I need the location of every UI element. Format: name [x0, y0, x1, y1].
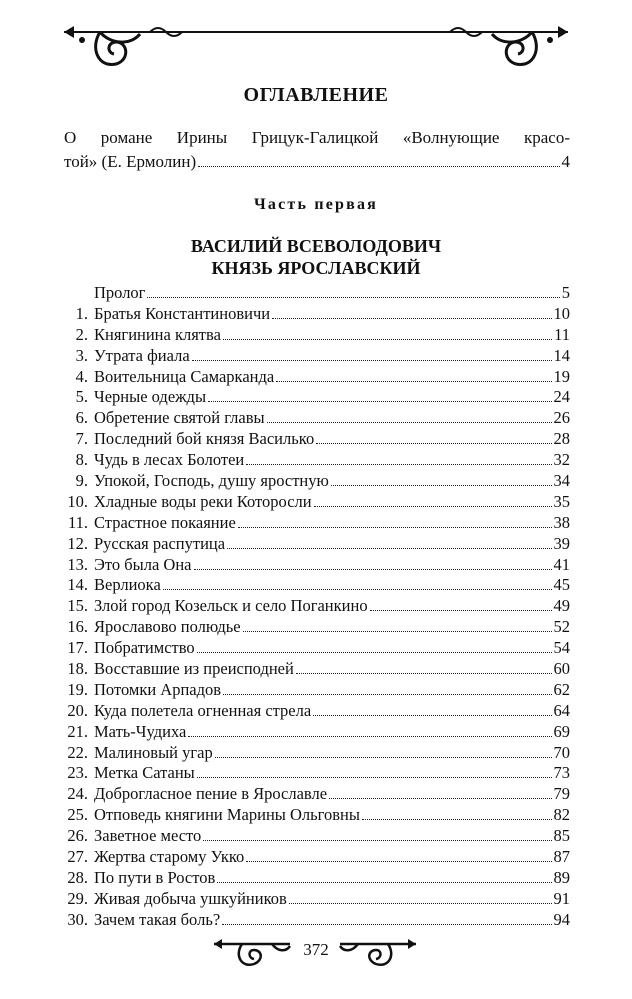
- toc-page: 28: [553, 429, 570, 449]
- toc-title: Побратимство: [94, 638, 195, 658]
- floral-scroll-ornament-icon: [212, 932, 292, 972]
- dot-leader: [246, 464, 551, 465]
- toc-number: 22.: [67, 742, 88, 762]
- toc-page: 87: [553, 847, 570, 867]
- intro-line-2: той» (Е. Ермолин): [64, 152, 197, 171]
- dot-leader: [208, 401, 551, 402]
- toc-number: 23.: [67, 763, 88, 783]
- toc-page: 5: [561, 283, 570, 302]
- dot-leader: [331, 485, 552, 486]
- toc-number: 27.: [67, 847, 88, 867]
- toc-chapter[interactable]: [64, 617, 570, 638]
- toc-chapter[interactable]: [64, 387, 570, 408]
- dot-leader: [217, 882, 551, 883]
- toc-chapter[interactable]: [64, 492, 570, 513]
- toc-title: Воительница Самарканда: [94, 366, 275, 386]
- intro-line-1: О романе Ирины Грицук-Галицкой «Волнующие красо-: [64, 128, 570, 147]
- dot-leader: [215, 757, 552, 758]
- dot-leader: [163, 589, 552, 590]
- toc-page: 49: [553, 596, 570, 616]
- toc-chapter[interactable]: [64, 304, 570, 325]
- toc-number: 13.: [67, 554, 88, 574]
- toc-number: 16.: [67, 617, 88, 637]
- toc-chapter[interactable]: [64, 784, 570, 805]
- toc-number: 6.: [75, 408, 88, 428]
- toc-chapter[interactable]: [64, 889, 570, 910]
- dot-leader: [243, 631, 552, 632]
- toc-page: 11: [554, 324, 570, 344]
- toc-chapter[interactable]: [64, 805, 570, 826]
- toc-title: Чудь в лесах Болотеи: [94, 450, 245, 470]
- toc-chapter[interactable]: [64, 743, 570, 764]
- toc-page: 54: [553, 638, 570, 658]
- toc-chapter[interactable]: [64, 596, 570, 617]
- toc-number: 18.: [67, 659, 88, 679]
- toc-page: 60: [553, 659, 570, 679]
- toc-title: Хладные воды реки Которосли: [94, 491, 312, 511]
- toc-number: 3.: [75, 345, 88, 365]
- dot-leader: [316, 443, 551, 444]
- toc-page: 39: [553, 533, 570, 553]
- page-number: 372: [303, 940, 329, 959]
- toc-chapter[interactable]: [64, 826, 570, 847]
- toc-chapter[interactable]: [64, 910, 570, 931]
- toc-chapter[interactable]: [64, 701, 570, 722]
- toc-page: 24: [553, 387, 570, 407]
- toc-page: 52: [553, 617, 570, 637]
- toc-number: 1.: [75, 303, 88, 323]
- toc-chapter[interactable]: [64, 555, 570, 576]
- toc-number: 12.: [67, 533, 88, 553]
- toc-chapter[interactable]: [64, 680, 570, 701]
- toc-chapter[interactable]: [64, 868, 570, 889]
- dot-leader: [197, 652, 552, 653]
- toc-title: Княгинина клятва: [94, 324, 221, 344]
- dot-leader: [198, 166, 559, 167]
- dot-leader: [246, 861, 551, 862]
- toc-number: 29.: [67, 888, 88, 908]
- dot-leader: [314, 506, 552, 507]
- toc-page: 41: [553, 554, 570, 574]
- toc-chapter[interactable]: [64, 450, 570, 471]
- intro-entry[interactable]: [64, 126, 570, 174]
- toc-page: 94: [553, 909, 570, 929]
- toc-page: 69: [553, 721, 570, 741]
- toc-number: 26.: [67, 826, 88, 846]
- toc-page: 91: [553, 888, 570, 908]
- toc-number: 17.: [67, 638, 88, 658]
- toc-page: 73: [553, 763, 570, 783]
- table-of-contents: [64, 283, 570, 931]
- toc-chapter[interactable]: [64, 346, 570, 367]
- page-footer: [0, 932, 632, 972]
- toc-page: 26: [553, 408, 570, 428]
- dot-leader: [223, 694, 551, 695]
- toc-chapter[interactable]: [64, 847, 570, 868]
- toc-chapter[interactable]: [64, 575, 570, 596]
- page-title: ОГЛАВЛЕНИЕ: [243, 84, 389, 106]
- dot-leader: [329, 798, 551, 799]
- toc-title: Последний бой князя Василько: [94, 429, 315, 449]
- toc-number: 11.: [67, 512, 88, 532]
- toc-title: Куда полетела огненная стрела: [94, 700, 312, 720]
- toc-page: 14: [553, 345, 570, 365]
- dot-leader: [362, 819, 552, 820]
- toc-chapter[interactable]: [64, 408, 570, 429]
- toc-title: Утрата фиала: [94, 345, 190, 365]
- dot-leader: [223, 339, 552, 340]
- toc-number: 10.: [67, 491, 88, 511]
- toc-page: 89: [553, 867, 570, 887]
- toc-number: 20.: [67, 700, 88, 720]
- toc-number: 14.: [67, 575, 88, 595]
- toc-title: По пути в Ростов: [94, 867, 216, 887]
- toc-title: Черные одежды: [94, 387, 207, 407]
- toc-title: Упокой, Господь, душу яростную: [94, 471, 329, 491]
- toc-number: 9.: [75, 471, 88, 491]
- dot-leader: [267, 422, 552, 423]
- toc-title: Восставшие из преисподней: [94, 659, 294, 679]
- toc-number: 15.: [67, 596, 88, 616]
- toc-number: 2.: [75, 324, 88, 344]
- dot-leader: [194, 569, 552, 570]
- floral-scroll-ornament-icon: [338, 932, 418, 972]
- dot-leader: [192, 360, 552, 361]
- dot-leader: [203, 840, 551, 841]
- toc-number: 28.: [67, 867, 88, 887]
- toc-title: Зачем такая боль?: [94, 909, 221, 929]
- toc-title: Потомки Арпадов: [94, 679, 222, 699]
- toc-number: 24.: [67, 784, 88, 804]
- dot-leader: [370, 610, 552, 611]
- toc-page: 38: [553, 512, 570, 532]
- dot-leader: [222, 924, 551, 925]
- dot-leader: [188, 736, 551, 737]
- toc-title: Злой город Козельск и село Поганкино: [94, 596, 368, 616]
- dot-leader: [272, 318, 551, 319]
- toc-title: Обретение святой главы: [94, 408, 265, 428]
- toc-page: 32: [553, 450, 570, 470]
- toc-title: Верлиока: [94, 575, 161, 595]
- dot-leader: [227, 548, 551, 549]
- toc-number: 21.: [67, 721, 88, 741]
- dot-leader: [296, 673, 552, 674]
- toc-title: Заветное место: [94, 826, 202, 846]
- toc-page: 34: [553, 471, 570, 491]
- toc-chapter[interactable]: [64, 367, 570, 388]
- toc-number: 5.: [75, 387, 88, 407]
- toc-title: Это была Она: [94, 554, 192, 574]
- toc-number: 4.: [75, 366, 88, 386]
- floral-scroll-ornament-icon: [60, 18, 572, 78]
- toc-page: 45: [553, 575, 570, 595]
- dot-leader: [289, 903, 552, 904]
- toc-title: Русская распутица: [94, 533, 226, 553]
- toc-chapter[interactable]: [64, 429, 570, 450]
- part-title: Часть первая: [253, 196, 379, 213]
- toc-page: 62: [553, 679, 570, 699]
- dot-leader: [147, 297, 559, 298]
- toc-title: Страстное покаяние: [94, 512, 236, 532]
- dot-leader: [313, 715, 551, 716]
- book-title-line-1: ВАСИЛИЙ ВСЕВОЛОДОВИЧ: [190, 236, 442, 256]
- toc-title: Отповедь княгини Марины Ольговны: [94, 805, 360, 825]
- toc-chapter[interactable]: [64, 659, 570, 680]
- toc-title: Метка Сатаны: [94, 763, 195, 783]
- toc-chapter[interactable]: [64, 325, 570, 346]
- toc-number: 19.: [67, 679, 88, 699]
- toc-page: 79: [553, 784, 570, 804]
- intro-page: 4: [561, 152, 570, 171]
- toc-number: 8.: [75, 450, 88, 470]
- dot-leader: [197, 777, 552, 778]
- toc-number: 7.: [75, 429, 88, 449]
- toc-title: Братья Константиновичи: [94, 303, 271, 323]
- toc-title: Мать-Чудиха: [94, 721, 187, 741]
- toc-page: 82: [553, 805, 570, 825]
- toc-title: Пролог: [94, 283, 146, 302]
- toc-number: 30.: [67, 909, 88, 929]
- toc-title: Малиновый угар: [94, 742, 213, 762]
- toc-page: 19: [553, 366, 570, 386]
- toc-title: Ярославово полюдье: [94, 617, 241, 637]
- toc-chapter[interactable]: [64, 513, 570, 534]
- toc-page: 10: [553, 303, 570, 323]
- toc-title: Жертва старому Укко: [94, 847, 245, 867]
- toc-page: 70: [553, 742, 570, 762]
- toc-chapter[interactable]: [64, 534, 570, 555]
- toc-chapter[interactable]: [64, 471, 570, 492]
- toc-page: 64: [553, 700, 570, 720]
- toc-chapter[interactable]: [64, 722, 570, 743]
- toc-title: Живая добыча ушкуйников: [94, 888, 287, 908]
- toc-page: 35: [553, 491, 570, 511]
- toc-number: 25.: [67, 805, 88, 825]
- dot-leader: [276, 381, 551, 382]
- toc-title: Доброгласное пение в Ярославле: [94, 784, 328, 804]
- toc-chapter[interactable]: [64, 638, 570, 659]
- toc-chapter[interactable]: [64, 763, 570, 784]
- dot-leader: [238, 527, 552, 528]
- toc-page: 85: [553, 826, 570, 846]
- toc-prologue[interactable]: [64, 283, 570, 304]
- book-title-line-2: КНЯЗЬ ЯРОСЛАВСКИЙ: [211, 258, 421, 278]
